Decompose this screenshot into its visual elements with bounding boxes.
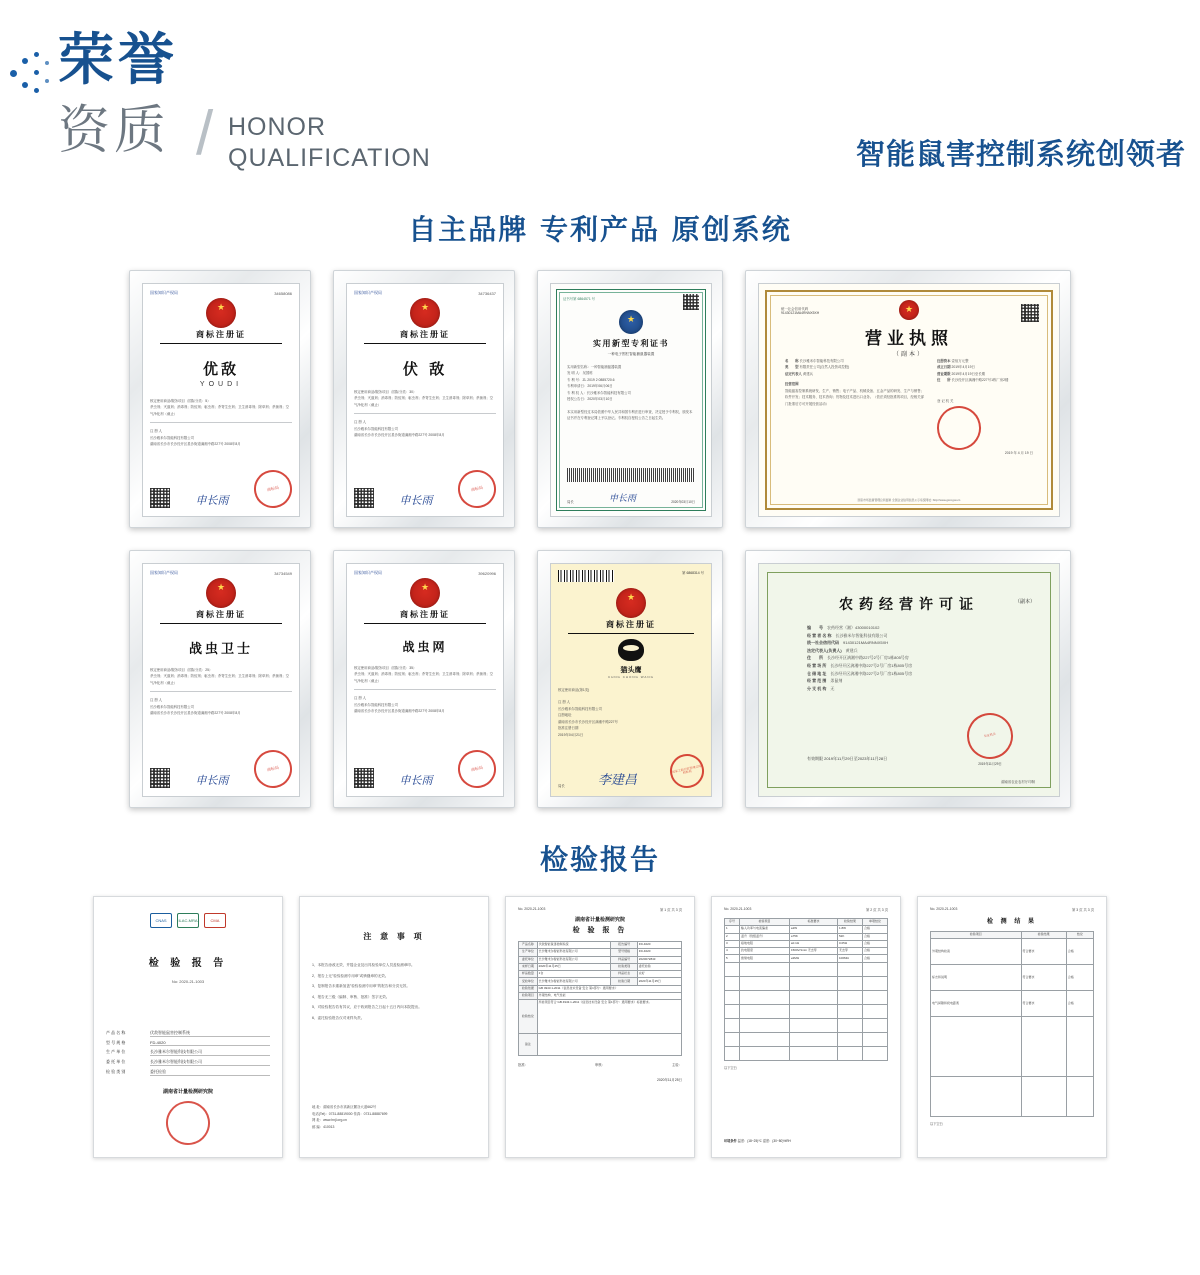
patent-field: 专 利 权 人：长沙雅米尔智能科技有限公司 (567, 390, 631, 395)
brand-en-line1: HONOR (228, 113, 327, 141)
report-summary-table (518, 941, 682, 1056)
issue-date: 2019年11月29日 (978, 762, 1002, 766)
table-row: 5 绝缘电阻 ≥2MΩ 100MΩ 合格 (725, 955, 888, 962)
issuing-authority: 国家知识产权局 (354, 290, 382, 295)
footer-note: 以下空白 (930, 1122, 943, 1127)
report-no-value: No. 2020-21-1003 (930, 907, 958, 911)
issuing-organization: 湖南省计量检测研究院 (574, 917, 625, 923)
field-row: 分 支 机 构 无 (807, 685, 835, 691)
owl-logo-icon (616, 637, 646, 663)
patent-title: 实用新型专利证书 (593, 339, 669, 348)
signature-row (518, 1062, 682, 1067)
certificates-section-title: 自主品牌 专利产品 原创系统 (408, 213, 792, 246)
scope-text: 智能鼠害控制系统研发、生产、销售；电子产品、机械设备、五金产品的研发、生产与销售；软件开发；技术服务、技术咨询；货物及技术进出口业务。（依法须经批准的项目，经相关部门批准后方可开展经营活动） (785, 388, 925, 406)
license-title: 农药经营许可证 (839, 597, 979, 613)
note-item: 1、本报告涂改无效，并摇企业及出具检验单位人员盖检测章印。 (312, 963, 415, 967)
trademark-certificate (347, 284, 503, 516)
inspector-label: 主检： (671, 1063, 682, 1068)
issue-date: 2020年11月25日 (656, 1078, 682, 1083)
license-subtitle: （副本） (1014, 599, 1035, 605)
cnas-logo-icon: CNAS (150, 913, 172, 928)
approver-label: 批准： (518, 1063, 529, 1068)
national-emblem-icon (410, 578, 440, 608)
patent-field: 专利申请日：2019年06月06日 (567, 384, 613, 389)
official-seal: 商标局 (454, 746, 499, 791)
class-line: 核定使用商品/服务项目（国际分类：35） (354, 666, 417, 670)
reg-no-label: 第 (682, 571, 686, 575)
table-header-row: 检验项目 检验结果 结论 (931, 932, 1094, 939)
footer-note: 以下空白 (724, 1065, 737, 1070)
patent-certificate-number: 证书号第 6864571 号 (563, 297, 596, 301)
field-row: 检 验 类 别 委托检验 (106, 1069, 270, 1076)
official-seal (933, 402, 985, 454)
certificate-card[interactable] (333, 270, 515, 528)
logo-icon (10, 52, 54, 96)
field-row: 经 营 者 名 称 长沙雅米尔智能科技有限公司 (807, 632, 888, 638)
report-card[interactable] (505, 896, 695, 1158)
address-value: 湖南省长沙市长沙经开区星沙街道漓湘中路227号 2008年8月 (354, 433, 445, 438)
table-header-row: 序号 检验项目 标准要求 检验结果 单项结论 (725, 919, 888, 926)
table-row: 检验项目 外观结构、电气性能 (519, 992, 682, 999)
note-item: 6、委托检验报告仅对来样负责。 (312, 1015, 365, 1020)
table-row: 委托单位 长沙雅米尔智能科技有限公司 样品编号 2020072843 (519, 956, 682, 963)
trademark-certificate (143, 284, 299, 516)
table-row: 标志和说明 符合要求 合格 (931, 965, 1094, 991)
table-row (931, 1017, 1094, 1077)
certificates-row-1 (0, 270, 1200, 528)
issuer-signature: 申长雨 (399, 774, 433, 787)
field-row: 名 称 长沙雅米尔智能科技有限公司 (785, 359, 844, 363)
field-row: 住 所 长沙经开区漓湘中路227号1栋厂房2楼 (937, 378, 1009, 383)
valid-value: 2019年11月29日至2023年11月28日 (824, 756, 888, 761)
owner-label: 注 册 人 (150, 698, 163, 703)
pesticide-business-license (759, 564, 1059, 796)
class-line: 核定使用商品(第1类) (558, 688, 590, 692)
patent-field: 实用新型名称：一种智能捕鼠器装置 (567, 365, 622, 369)
owner-value: 长沙雅米尔智能科技有限公司 (150, 435, 195, 440)
report-no-label: No: (171, 979, 179, 984)
class-line: 核定使用商品/服务项目（国际分类：30） (354, 390, 417, 394)
report-title: 注 意 事 项 (363, 932, 425, 941)
issuer-signature: 申长雨 (399, 494, 433, 507)
table-row: 3 接地电阻 ≤0.1Ω 0.05Ω 合格 (725, 940, 888, 947)
certificate-title: 商标注册证 (400, 610, 450, 619)
certificate-card[interactable] (129, 270, 311, 528)
owner-value: 长沙雅米尔智能科技有限公司 (354, 702, 399, 707)
divider (568, 633, 694, 634)
license-fields (807, 624, 1019, 692)
owner-label: 注 册 人 (150, 429, 163, 434)
reg-no-suffix: 号 (700, 571, 704, 575)
report-no-value: 2020-21-1003 (179, 979, 205, 984)
credit-code-label: 统一社会信用代码 (781, 307, 809, 311)
table-row: 检验结论 所检项目符合 GB 4943.1-2011《信息技术设备 安全 第1部分：通用要求》标准要求。 (519, 1000, 682, 1034)
patent-fields (567, 364, 695, 422)
qr-code-icon (354, 488, 374, 508)
field-row: 生 产 单 位 长沙雅米尔智能科技有限公司 (106, 1049, 270, 1056)
registration-number: 6868314 (686, 571, 700, 575)
field-row: 经营范围 (785, 382, 799, 387)
issue-date: 2019 年 4 月 19 日 (1004, 451, 1033, 456)
address-label: 注册地址 (558, 713, 572, 718)
issuer-label: 局长 (567, 500, 574, 504)
table-row (725, 976, 888, 990)
table-row: 电气间隙和爬电距离 符合要求 合格 (931, 991, 1094, 1017)
field-row: 住 所 长沙经开区漓湘中路227号2号厂房1栋805号房 (807, 655, 909, 661)
owner-value: 长沙雅米尔智能科技有限公司 (558, 706, 603, 711)
table-row: 受检单位 长沙雅米尔智能科技有限公司 检验日期 2020年11月25日 (519, 978, 682, 985)
license-fields (785, 358, 1033, 457)
contact-line: 邮 编：410013 (312, 1125, 335, 1130)
certificate-card[interactable] (745, 550, 1071, 808)
issuing-authority: 国家知识产权局 (150, 290, 178, 295)
issue-date-label: 批准注册日期 (558, 726, 579, 731)
goods-text: 杀虫剂；灭鼠剂；消毒剂；防蛀剂；驱虫剂；杀寄生虫剂；卫生消毒剂；除草剂；杀菌剂；空气净化剂（截止） (354, 396, 494, 407)
table-row (725, 962, 888, 976)
reports-section-title: 检验报告 (539, 843, 660, 876)
license-subtitle: （副本） (892, 352, 925, 358)
official-seal: 发证机关 (963, 709, 1018, 764)
note-item: 3、复制报告未重新加盖"检验检测专用章"的报告和分页无效。 (312, 984, 410, 989)
registration-number: 34734549 (274, 570, 292, 576)
note-item: 5、对检验报告若有异议，应于收到报告之日起十五日内向本院提出。 (312, 1005, 422, 1010)
brand-title-cn: 荣誉 (58, 28, 178, 93)
table-row (725, 1004, 888, 1018)
table-row: 1 输入功率与电流偏差 ≤2W 1.8W 合格 (725, 926, 888, 933)
field-row: 经 营 范 围 杀鼠剂 (807, 678, 843, 684)
report-title: 检 验 报 告 (148, 958, 228, 969)
patent-emblem-icon (551, 310, 711, 334)
divider (364, 343, 486, 344)
report-card[interactable] (299, 896, 489, 1158)
report-data-table (724, 918, 888, 1061)
trademark-certificate (347, 564, 503, 796)
table-row: 检验依据 GB 4943.1-2011《信息技术设备 安全 第1部分：通用要求》 (519, 985, 682, 992)
certificate-title: 商标注册证 (606, 620, 656, 629)
brand-en-line2: QUALIFICATION (228, 144, 431, 173)
national-emblem-icon (410, 298, 440, 328)
certificate-card[interactable] (745, 270, 1071, 528)
official-seal (163, 1098, 214, 1149)
report-card[interactable] (93, 896, 283, 1158)
table-row: 外观结构检查 符合要求 合格 (931, 939, 1094, 965)
report-card[interactable] (711, 896, 901, 1158)
report-title: 检 验 报 告 (572, 927, 628, 934)
trademark-brand-en: CHNG CHONG WANG (608, 675, 654, 679)
table-row (725, 1018, 888, 1032)
certificate-card[interactable] (129, 550, 311, 808)
license-footer: 国家市场监督管理总局监制 全国企业信用信息公示系统网址: http://www.gsxt.gov.cn (857, 498, 961, 502)
inspection-report-data (712, 897, 900, 1157)
national-emblem-icon (206, 578, 236, 608)
barcode-icon (558, 570, 614, 582)
owner-value: 长沙雅米尔智能科技有限公司 (150, 704, 195, 709)
reports-row (0, 896, 1200, 1158)
brand-title-en (228, 112, 431, 175)
owner-value: 长沙雅米尔智能科技有限公司 (354, 426, 399, 431)
field-row: 法定代表人 黄建兵 (785, 371, 814, 376)
report-fields (106, 1030, 270, 1076)
environment-conditions: 环境条件 温度：(18~25)℃ 湿度：(30~80)%RH (724, 1139, 791, 1143)
field-row: 统一社会信用代码 91430121MA4RNNX5XH (807, 640, 889, 646)
table-row (725, 1032, 888, 1046)
field-row: 委 托 单 位 长沙雅米尔智能科技有限公司 (106, 1059, 270, 1066)
issuer-signature: 李建昌 (597, 773, 637, 788)
page-header (0, 0, 1200, 190)
report-no-value: No. 2020-21-1003 (518, 907, 546, 911)
brand-subtitle-cn: 资质 (58, 101, 171, 161)
issuer-signature: 申长雨 (195, 494, 229, 507)
note-item: 2、报告上无"检验检测专用章"或骑缝章的无效。 (312, 973, 389, 978)
table-row: 2 温升（绕组温升） ≤75K 52K 合格 (725, 933, 888, 940)
table-row (725, 1046, 888, 1060)
issue-date: 2019年04月21日 (558, 732, 584, 737)
brand-divider: / (196, 99, 214, 168)
inspection-report-cover (94, 897, 282, 1157)
official-seal: 国家工商行政管理总局商标局 (667, 751, 707, 791)
owner-label: 注 册 人 (354, 696, 367, 701)
issuing-organization: 湖南省计量检测研究院 (162, 1089, 213, 1095)
accreditation-logos (106, 913, 270, 928)
table-row (725, 990, 888, 1004)
field-row: 注册资本 壹佰万元整 (937, 359, 969, 363)
license-footer: 湖南省农业农村厅印制 (1001, 780, 1035, 784)
class-line: 核定使用商品/服务项目（国际分类：25） (150, 668, 213, 672)
patent-certificate (551, 284, 711, 516)
field-row: 经 营 场 所 长沙经开区漓湘中路227号2号厂房1栋805号房 (807, 662, 913, 668)
ilac-mra-logo-icon: ILAC-MRA (177, 913, 199, 928)
certificate-title: 商标注册证 (400, 330, 450, 339)
table-row: 来样日期 2020年11月25日 检验类别 委托检验 (519, 963, 682, 970)
official-seal: 商标局 (250, 746, 295, 791)
official-seal: 商标局 (454, 466, 499, 511)
contact-line: 网 址：www.hnjl.org.cn (312, 1118, 347, 1123)
owner-label: 注 册 人 (354, 420, 367, 425)
trademark-brand: 猫头鹰 (620, 667, 642, 674)
page-number: 第 3 页 共 3 页 (1071, 908, 1094, 912)
field-row: 营业期限 2019年4月19日至长期 (937, 371, 986, 376)
trademark-brand: 优敌 (202, 360, 239, 378)
table-row: 样品数量 1台 样品状态 完好 (519, 971, 682, 978)
trademark-certificate (143, 564, 299, 796)
issuer-label: 局长 (558, 784, 565, 788)
reviewer-label: 审核： (594, 1063, 606, 1068)
class-line: 核定使用商品/服务项目（国际分类：5） (150, 399, 211, 403)
national-emblem-icon (616, 588, 646, 618)
contact-line: 电话(Tel)：0731-88819000 传真：0731-88887699 (312, 1111, 388, 1116)
registry-label: 登 记 机 关 (937, 398, 954, 403)
certificates-row-2 (0, 550, 1200, 808)
certificate-title: 商标注册证 (196, 330, 246, 339)
valid-label: 有效期限 (807, 756, 823, 761)
table-row (931, 1077, 1094, 1117)
trademark-brand: 伏 敌 (402, 360, 448, 378)
registration-number: 34736437 (478, 290, 496, 296)
trademark-brand-pinyin: YOUDI (199, 381, 243, 388)
report-results-table (930, 931, 1094, 1117)
patent-field: 授权公告日：2020年03月10日 (567, 397, 613, 402)
owl-trademark-certificate (551, 564, 711, 796)
page-number: 第 1 页 共 3 页 (659, 908, 682, 912)
trademark-brand: 战虫卫士 (188, 642, 253, 657)
report-no-value: No. 2020-21-1003 (724, 907, 752, 911)
field-row: 编 号 农药经营（湘）43000010102 (807, 625, 880, 630)
field-row: 产 品 名 称 伏敌智能鼠害控制系统 (106, 1030, 270, 1037)
page-number: 第 2 页 共 3 页 (865, 908, 888, 912)
header-tagline: 智能鼠害控制系统创领者 (855, 137, 1186, 171)
qr-code-icon (150, 488, 170, 508)
official-seal: 商标局 (250, 466, 295, 511)
table-row: 备注 (519, 1034, 682, 1056)
divider (364, 623, 486, 624)
goods-text: 杀虫剂；灭鼠剂；消毒剂；防蛀剂；驱虫剂；杀寄生虫剂；卫生消毒剂；除草剂；杀菌剂；空气净化剂（截止） (354, 672, 494, 683)
address-value: 湖南省长沙市长沙经开区星沙街道漓湘中路227号 2008年8月 (150, 442, 241, 447)
inspection-report-summary (506, 897, 694, 1157)
qr-code-icon (354, 768, 374, 788)
field-row: 类 型 有限责任公司(自然人投资或控股) (785, 365, 850, 370)
barcode-icon (567, 468, 695, 482)
field-row: 型 号 规 格 FD-4020 (106, 1040, 270, 1046)
cma-logo-icon: CMA (204, 913, 226, 928)
business-license (759, 284, 1059, 516)
patent-subtitle: 一种电子围栏智能捕鼠器装置 (607, 352, 655, 356)
inspection-report-results (918, 897, 1106, 1157)
goods-text: 杀虫剂；灭鼠剂；消毒剂；防蛀剂；驱虫剂；杀寄生虫剂；卫生消毒剂；除草剂；杀菌剂；空气净化剂（截止） (150, 674, 290, 685)
address-value: 湖南省长沙市长沙经开区漓湘中路227号 (558, 719, 618, 724)
registration-number: 39620996 (478, 570, 496, 576)
issuer-signature: 申长雨 (195, 774, 229, 787)
certificate-card[interactable] (537, 270, 723, 528)
contact-line: 地 址：湖南省长沙市高新区麓谷大道662号 (312, 1104, 377, 1109)
field-row: 仓 储 地 址 长沙经开区漓湘中路227号2号厂房1栋805号房 (807, 670, 913, 676)
issuing-authority: 国家知识产权局 (354, 570, 382, 575)
report-title: 检 测 结 果 (986, 919, 1037, 925)
table-row: 4 抗电强度 1500V/1min 无击穿 无击穿 合格 (725, 948, 888, 955)
report-card[interactable] (917, 896, 1107, 1158)
divider (160, 623, 282, 624)
national-emblem-icon (206, 298, 236, 328)
contact-block (312, 1104, 476, 1131)
qr-code-icon (150, 768, 170, 788)
note-item: 4、报告无三级（编制、审核、批准）签字无效。 (312, 994, 390, 999)
issuer-signature: 申长雨 (609, 494, 637, 504)
license-title: 营业执照 (865, 329, 953, 349)
patent-field: 专 利 号：ZL 2019 2 0885720.6 (567, 377, 615, 382)
patent-field: 发 明 人：吴国栋 (567, 371, 593, 376)
address-value: 湖南省长沙市长沙经开区星沙街道漓湘中路227号 2008年8月 (354, 709, 445, 714)
field-row: 成立日期 2019年4月19日 (937, 365, 975, 370)
table-row: 产品名称 伏敌智能鼠害控制系统 报告编号 FD-4020 (519, 942, 682, 949)
national-emblem-icon (899, 300, 919, 320)
trademark-brand: 战虫网 (402, 640, 448, 654)
credit-code-value: 91430121MA4RNNX5XH (781, 311, 820, 315)
address-value: 湖南省长沙市长沙经开区星沙街道漓湘中路227号 2008年8月 (150, 711, 241, 716)
owner-label: 注 册 人 (558, 700, 571, 705)
table-row: 生产单位 长沙雅米尔智能科技有限公司 型号规格 FD-4020 (519, 949, 682, 956)
certificate-card[interactable] (537, 550, 723, 808)
certificate-card[interactable] (333, 550, 515, 808)
issue-date: 2020年03月10日 (671, 500, 695, 504)
field-row: 法定代表人(负责人) 黄建兵 (807, 647, 858, 653)
registration-number: 34658086 (274, 290, 292, 296)
divider (160, 343, 282, 344)
issuing-authority: 国家知识产权局 (150, 570, 178, 575)
certificate-title: 商标注册证 (196, 610, 246, 619)
qr-code-icon (683, 294, 699, 310)
notes-list (312, 962, 476, 1022)
qr-code-icon (1021, 304, 1039, 322)
goods-text: 杀虫剂；灭鼠剂；消毒剂；防蛀剂；驱虫剂；杀寄生虫剂；卫生消毒剂；除草剂；杀菌剂；空气净化剂（截止） (150, 405, 290, 416)
patent-note: 本实用新型经过本局依照中华人民共和国专利法进行审查，决定授予专利权，颁发本证书并在专利登记簿上予以登记。专利权自授权公告之日起生效。 (567, 409, 693, 421)
inspection-report-notes (300, 897, 488, 1157)
